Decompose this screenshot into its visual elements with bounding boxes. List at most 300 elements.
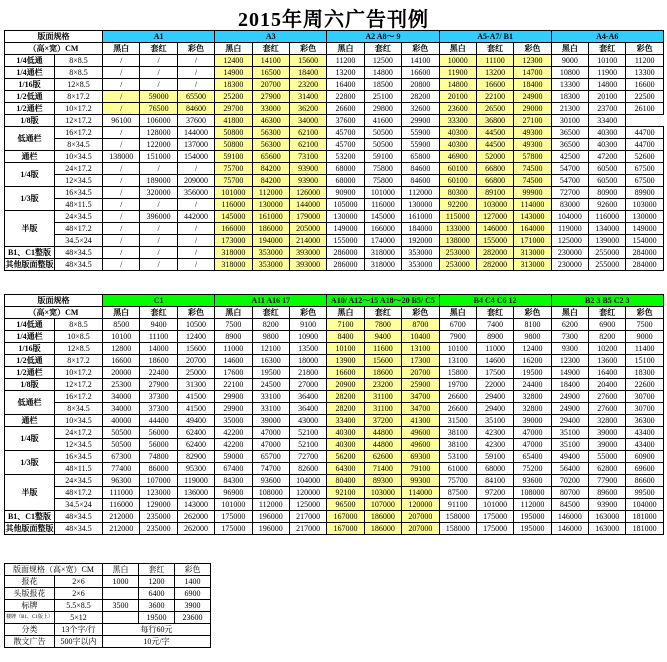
table-row	[5, 127, 664, 139]
price-cell: 22100	[215, 379, 252, 391]
table-row	[5, 139, 664, 151]
price-cell: 75700	[439, 475, 476, 487]
price-cell: 27000	[289, 379, 326, 391]
price-cell: 13100	[439, 355, 476, 367]
price-cell: 34700	[402, 403, 439, 415]
price-cell: 47200	[589, 151, 626, 163]
table-row	[5, 55, 664, 67]
price-cell: 500字以内	[55, 636, 103, 648]
price-cell: 174000	[364, 235, 401, 247]
price-cell: 144000	[289, 199, 326, 211]
price-cell: 9000	[626, 331, 663, 343]
price-cell: 23700	[589, 103, 626, 115]
price-cell: 107000	[140, 475, 177, 487]
row-label: 1/3版	[5, 187, 55, 211]
price-cell: 19700	[439, 379, 476, 391]
price-cell: 41500	[177, 391, 214, 403]
price-cell: /	[140, 199, 177, 211]
price-cell: 93900	[589, 499, 626, 511]
price-cell: 230000	[551, 247, 588, 259]
price-cell: 442000	[177, 211, 214, 223]
price-cell: 22100	[476, 91, 513, 103]
price-cell: 42300	[476, 427, 513, 439]
table-row	[5, 576, 211, 588]
price-cell: 11900	[439, 67, 476, 79]
price-cell: 74700	[252, 463, 289, 475]
price-cell: 10800	[551, 67, 588, 79]
price-cell: 320000	[140, 187, 177, 199]
row-label: 报花	[5, 576, 55, 588]
row-label: 1/2低通	[5, 355, 55, 367]
price-cell: 7500	[215, 319, 252, 331]
price-cell: 59000	[215, 451, 252, 463]
price-cell: 217000	[289, 523, 326, 535]
price-cell: 9400	[364, 331, 401, 343]
row-label: 散文广告	[5, 636, 55, 648]
price-cell: 83000	[551, 199, 588, 211]
price-cell: 29000	[514, 103, 551, 115]
price-cell: 24900	[551, 403, 588, 415]
price-cell: 235000	[140, 523, 177, 535]
price-cell: 122000	[140, 139, 177, 151]
table-row	[5, 331, 664, 343]
price-cell: 130000	[252, 199, 289, 211]
price-cell: 17600	[215, 367, 252, 379]
price-cell: 76500	[140, 103, 177, 115]
price-cell: 53200	[327, 151, 364, 163]
row-label: B1、C1整版	[5, 247, 55, 259]
color-type-header: 套红	[140, 307, 177, 319]
price-cell: 207000	[402, 523, 439, 535]
table-row	[5, 463, 664, 475]
size-cell: 10×34.5	[55, 415, 103, 427]
price-cell: 127000	[476, 211, 513, 223]
price-cell: 19500	[252, 367, 289, 379]
table-row	[5, 600, 211, 612]
price-cell: /	[103, 127, 140, 139]
price-cell: 49400	[177, 415, 214, 427]
price-cell: 33400	[589, 115, 626, 127]
price-cell: 67500	[626, 163, 663, 175]
price-cell: 40300	[439, 127, 476, 139]
price-cell: 130000	[402, 199, 439, 211]
price-cell: 17500	[476, 367, 513, 379]
price-cell: 44500	[476, 139, 513, 151]
row-label: 其他版面整版	[5, 523, 54, 533]
price-cell: 116000	[364, 199, 401, 211]
price-cell: 38100	[439, 427, 476, 439]
price-cell: 8900	[476, 331, 513, 343]
price-cell	[103, 612, 139, 624]
color-type-header: 套红	[364, 307, 401, 319]
row-label: 1/2通栏	[5, 103, 55, 115]
price-cell: 34700	[402, 391, 439, 403]
price-cell: 353000	[252, 259, 289, 271]
price-cell: 20900	[327, 379, 364, 391]
price-cell: 24500	[252, 379, 289, 391]
price-cell: 7300	[551, 331, 588, 343]
price-cell: 12800	[103, 343, 140, 355]
row-label: 分类	[5, 624, 55, 636]
size-header: （高×宽）CM	[5, 43, 103, 55]
price-cell: /	[177, 247, 214, 259]
price-cell: 146000	[551, 511, 588, 523]
price-cell: 196000	[252, 511, 289, 523]
price-cell: 18400	[551, 379, 588, 391]
price-cell: 82600	[289, 463, 326, 475]
price-cell: 96100	[103, 115, 140, 127]
price-cell: 84600	[402, 163, 439, 175]
price-cell: 32600	[402, 103, 439, 115]
size-cell: 48×11.5	[55, 199, 103, 211]
price-cell: 130000	[626, 211, 663, 223]
color-type-header: 黑白	[551, 307, 588, 319]
price-cell: 52100	[289, 427, 326, 439]
price-cell: 75800	[364, 175, 401, 187]
price-cell: 41500	[177, 403, 214, 415]
price-cell: 59100	[364, 151, 401, 163]
price-cell: 40300	[327, 427, 364, 439]
price-cell: 75200	[514, 463, 551, 475]
table-row	[5, 355, 664, 367]
table-row	[5, 415, 664, 427]
color-type-header: 黑白	[215, 43, 252, 55]
price-cell: 8500	[103, 319, 140, 331]
price-cell: /	[103, 235, 140, 247]
price-cell: 26100	[626, 103, 663, 115]
price-cell: 11400	[626, 343, 663, 355]
price-cell: 14100	[252, 55, 289, 67]
price-cell: 115000	[439, 211, 476, 223]
price-cell: 10元/字	[103, 636, 211, 648]
price-cell: 105000	[327, 199, 364, 211]
price-cell: 29700	[215, 103, 252, 115]
price-cell: 42500	[551, 151, 588, 163]
price-cell: 60100	[439, 175, 476, 187]
size-cell: 48×34.5	[55, 247, 103, 259]
price-cell: 20800	[402, 79, 439, 91]
price-cell: 56400	[551, 463, 588, 475]
price-cell: 161000	[252, 211, 289, 223]
price-cell: 11000	[476, 343, 513, 355]
price-cell: 14800	[589, 79, 626, 91]
price-cell: 23600	[175, 612, 211, 624]
price-cell: /	[103, 187, 140, 199]
price-cell: 11200	[327, 55, 364, 67]
price-cell: 27600	[589, 391, 626, 403]
price-cell: 13500	[289, 343, 326, 355]
price-cell: 25900	[402, 379, 439, 391]
price-cell: /	[103, 211, 140, 223]
size-cell: 2×6	[55, 588, 103, 600]
price-cell: 103000	[476, 199, 513, 211]
price-cell: 31400	[289, 91, 326, 103]
price-cell: 52100	[289, 439, 326, 451]
price-cell: 每行60元	[103, 624, 211, 636]
price-cell: 12100	[252, 343, 289, 355]
price-cell: 49300	[514, 127, 551, 139]
row-label: 通栏	[5, 415, 55, 427]
size-cell: 16×17.2	[55, 391, 103, 403]
price-cell: 120000	[402, 499, 439, 511]
price-cell: 18400	[289, 67, 326, 79]
price-cell: /	[140, 163, 177, 175]
price-cell: 49600	[402, 427, 439, 439]
price-cell: 125000	[289, 499, 326, 511]
price-cell: 353000	[402, 247, 439, 259]
price-cell: 61000	[439, 463, 476, 475]
price-cell: 104000	[626, 499, 663, 511]
table-row	[5, 612, 211, 624]
color-type-header: 套红	[476, 43, 513, 55]
price-cell: 29900	[402, 115, 439, 127]
price-cell: 50800	[215, 139, 252, 151]
price-cell: 69600	[626, 463, 663, 475]
price-cell: 125000	[551, 235, 588, 247]
price-cell: 49400	[551, 451, 588, 463]
color-type-header: 套红	[139, 564, 175, 576]
price-table-3	[4, 563, 211, 648]
price-cell: 37300	[140, 403, 177, 415]
price-cell: 20100	[589, 91, 626, 103]
price-cell: 66800	[476, 163, 513, 175]
price-cell: 166000	[215, 223, 252, 235]
price-cell: /	[177, 223, 214, 235]
row-label: 1/4通栏	[5, 331, 55, 343]
price-cell: 77900	[589, 475, 626, 487]
price-cell: 217000	[289, 511, 326, 523]
price-cell: 50500	[103, 427, 140, 439]
price-cell: 33000	[252, 103, 289, 115]
row-label: 1/2低通	[5, 91, 55, 103]
table-row	[5, 403, 664, 415]
price-cell: 255000	[589, 259, 626, 271]
price-cell: 89100	[476, 187, 513, 199]
row-label: 1/16版	[5, 79, 55, 91]
price-cell: 20700	[402, 367, 439, 379]
price-cell: 67400	[215, 463, 252, 475]
price-cell: 1400	[175, 576, 211, 588]
price-cell: 8200	[252, 319, 289, 331]
price-cell: 90900	[327, 187, 364, 199]
price-cell: 106000	[140, 115, 177, 127]
price-cell: 253000	[439, 247, 476, 259]
group-header: B2 3 B5 C2 3	[551, 295, 663, 307]
price-cell: 34000	[103, 403, 140, 415]
price-cell: 41300	[402, 415, 439, 427]
price-cell: 14800	[439, 79, 476, 91]
price-cell: 8900	[215, 331, 252, 343]
size-cell: 48×17.2	[55, 223, 103, 235]
price-cell: 57800	[514, 151, 551, 163]
price-cell: 18300	[626, 367, 663, 379]
price-cell: 27900	[252, 91, 289, 103]
row-label: 1/8版	[5, 379, 55, 391]
price-cell: 151000	[140, 151, 177, 163]
price-cell: 8400	[327, 331, 364, 343]
size-cell: 8×34.5	[55, 403, 103, 415]
price-cell: 36500	[551, 127, 588, 139]
spec-header: 版面规格	[5, 31, 103, 43]
price-cell: 112000	[252, 499, 289, 511]
price-table-1	[4, 30, 664, 271]
color-type-header: 黑白	[551, 43, 588, 55]
price-cell: 196000	[252, 523, 289, 535]
price-cell: 23200	[364, 379, 401, 391]
price-cell: 123000	[140, 487, 177, 499]
size-cell: 10×34.5	[55, 151, 103, 163]
price-cell: 44400	[140, 415, 177, 427]
size-cell: 24×34.5	[55, 211, 103, 223]
price-cell: 84200	[252, 163, 289, 175]
color-type-header: 套红	[589, 307, 626, 319]
table-row	[5, 175, 664, 187]
table-row	[5, 259, 664, 271]
color-type-header: 彩色	[402, 307, 439, 319]
price-cell: 18400	[514, 79, 551, 91]
price-cell: 195000	[514, 511, 551, 523]
row-label: 1/4低通	[5, 319, 55, 331]
price-cell: 28200	[327, 403, 364, 415]
price-cell: 31100	[364, 391, 401, 403]
color-type-header: 彩色	[289, 43, 326, 55]
price-cell: 286000	[327, 247, 364, 259]
price-cell: 56200	[327, 451, 364, 463]
price-cell: 36500	[551, 139, 588, 151]
size-cell: 34.5×24	[55, 499, 103, 511]
price-cell: 49300	[514, 139, 551, 151]
price-cell: 16200	[514, 355, 551, 367]
price-cell: 29900	[215, 391, 252, 403]
price-cell: /	[103, 163, 140, 175]
price-cell: 29900	[215, 403, 252, 415]
price-cell: 37600	[177, 115, 214, 127]
price-cell: 15600	[289, 55, 326, 67]
price-cell: 149000	[626, 223, 663, 235]
color-type-header: 黑白	[103, 307, 140, 319]
price-cell: 356000	[177, 187, 214, 199]
price-cell: 103000	[626, 199, 663, 211]
price-cell: 12300	[551, 355, 588, 367]
price-cell: 318000	[364, 247, 401, 259]
row-label: 1/4低通	[5, 55, 55, 67]
price-cell: 89900	[626, 187, 663, 199]
price-cell: 9300	[551, 343, 588, 355]
price-cell: 33300	[439, 115, 476, 127]
price-cell: 11100	[476, 55, 513, 67]
size-cell: 5.5×8.5	[55, 600, 103, 612]
price-cell: 16500	[252, 67, 289, 79]
price-cell: 161000	[402, 211, 439, 223]
table-row	[5, 475, 664, 487]
price-cell: 42300	[476, 439, 513, 451]
price-cell: 31500	[439, 415, 476, 427]
price-cell: 54700	[551, 175, 588, 187]
price-cell: 84500	[551, 499, 588, 511]
price-cell: 37300	[140, 391, 177, 403]
price-cell: /	[177, 67, 214, 79]
price-cell: 42200	[215, 427, 252, 439]
price-cell: 175000	[215, 523, 252, 535]
color-type-header: 彩色	[177, 307, 214, 319]
price-cell: 43000	[289, 415, 326, 427]
price-cell: 50800	[215, 127, 252, 139]
table-row	[5, 223, 664, 235]
price-cell: 136000	[177, 487, 214, 499]
group-header: A10/ A12～15 A18～20 B5/ C5	[327, 295, 439, 307]
price-cell: 22600	[626, 379, 663, 391]
price-cell: 93900	[289, 163, 326, 175]
price-cell: 353000	[402, 259, 439, 271]
price-cell: 9000	[551, 55, 588, 67]
color-type-header: 套红	[589, 43, 626, 55]
price-cell: 99900	[514, 187, 551, 199]
color-type-header: 黑白	[439, 43, 476, 55]
price-cell: 18600	[364, 367, 401, 379]
price-cell: 14000	[140, 343, 177, 355]
price-cell: 262000	[177, 523, 214, 535]
table-row	[5, 91, 664, 103]
price-cell: /	[103, 91, 140, 103]
price-cell: 186000	[364, 523, 401, 535]
row-label: 楼牌（B1、C1版上）	[5, 612, 55, 624]
price-cell: 37600	[327, 115, 364, 127]
price-cell: 6900	[589, 319, 626, 331]
price-cell: 175000	[476, 523, 513, 535]
price-cell: 9400	[140, 319, 177, 331]
price-cell: 114000	[514, 199, 551, 211]
price-cell: 36300	[626, 415, 663, 427]
price-cell: 25300	[103, 379, 140, 391]
price-cell: 27900	[140, 379, 177, 391]
color-type-header: 彩色	[626, 307, 663, 319]
size-cell: 24×17.2	[55, 427, 103, 439]
price-cell: 12400	[177, 331, 214, 343]
size-cell: 12×34.5	[55, 439, 103, 451]
price-cell: 10200	[589, 343, 626, 355]
price-cell: 212000	[103, 523, 140, 535]
size-cell: 34.5×24	[55, 235, 103, 247]
price-cell: 39000	[252, 415, 289, 427]
row-label: 1/2通栏	[5, 367, 55, 379]
price-cell: 47000	[514, 427, 551, 439]
price-cell: 101000	[215, 499, 252, 511]
group-header: C1	[103, 295, 215, 307]
price-cell: 18300	[551, 91, 588, 103]
price-cell: 104000	[551, 211, 588, 223]
price-cell: 6700	[439, 319, 476, 331]
price-cell: 92600	[589, 199, 626, 211]
price-cell: 41600	[364, 115, 401, 127]
price-cell: 50500	[103, 439, 140, 451]
price-cell: 393000	[289, 259, 326, 271]
price-cell: 43400	[626, 427, 663, 439]
price-cell: 12500	[364, 55, 401, 67]
price-cell: 18300	[215, 79, 252, 91]
price-cell: 7900	[439, 331, 476, 343]
price-cell: 29400	[476, 403, 513, 415]
price-cell: 55000	[589, 451, 626, 463]
size-cell: 10×17.2	[55, 367, 103, 379]
table-row	[5, 511, 664, 523]
price-cell: 99300	[402, 475, 439, 487]
price-cell: 39000	[514, 415, 551, 427]
price-cell: 129000	[140, 499, 177, 511]
price-cell: 11000	[215, 343, 252, 355]
table-row	[5, 523, 664, 535]
price-cell: 30700	[626, 391, 663, 403]
price-cell: 144000	[177, 127, 214, 139]
